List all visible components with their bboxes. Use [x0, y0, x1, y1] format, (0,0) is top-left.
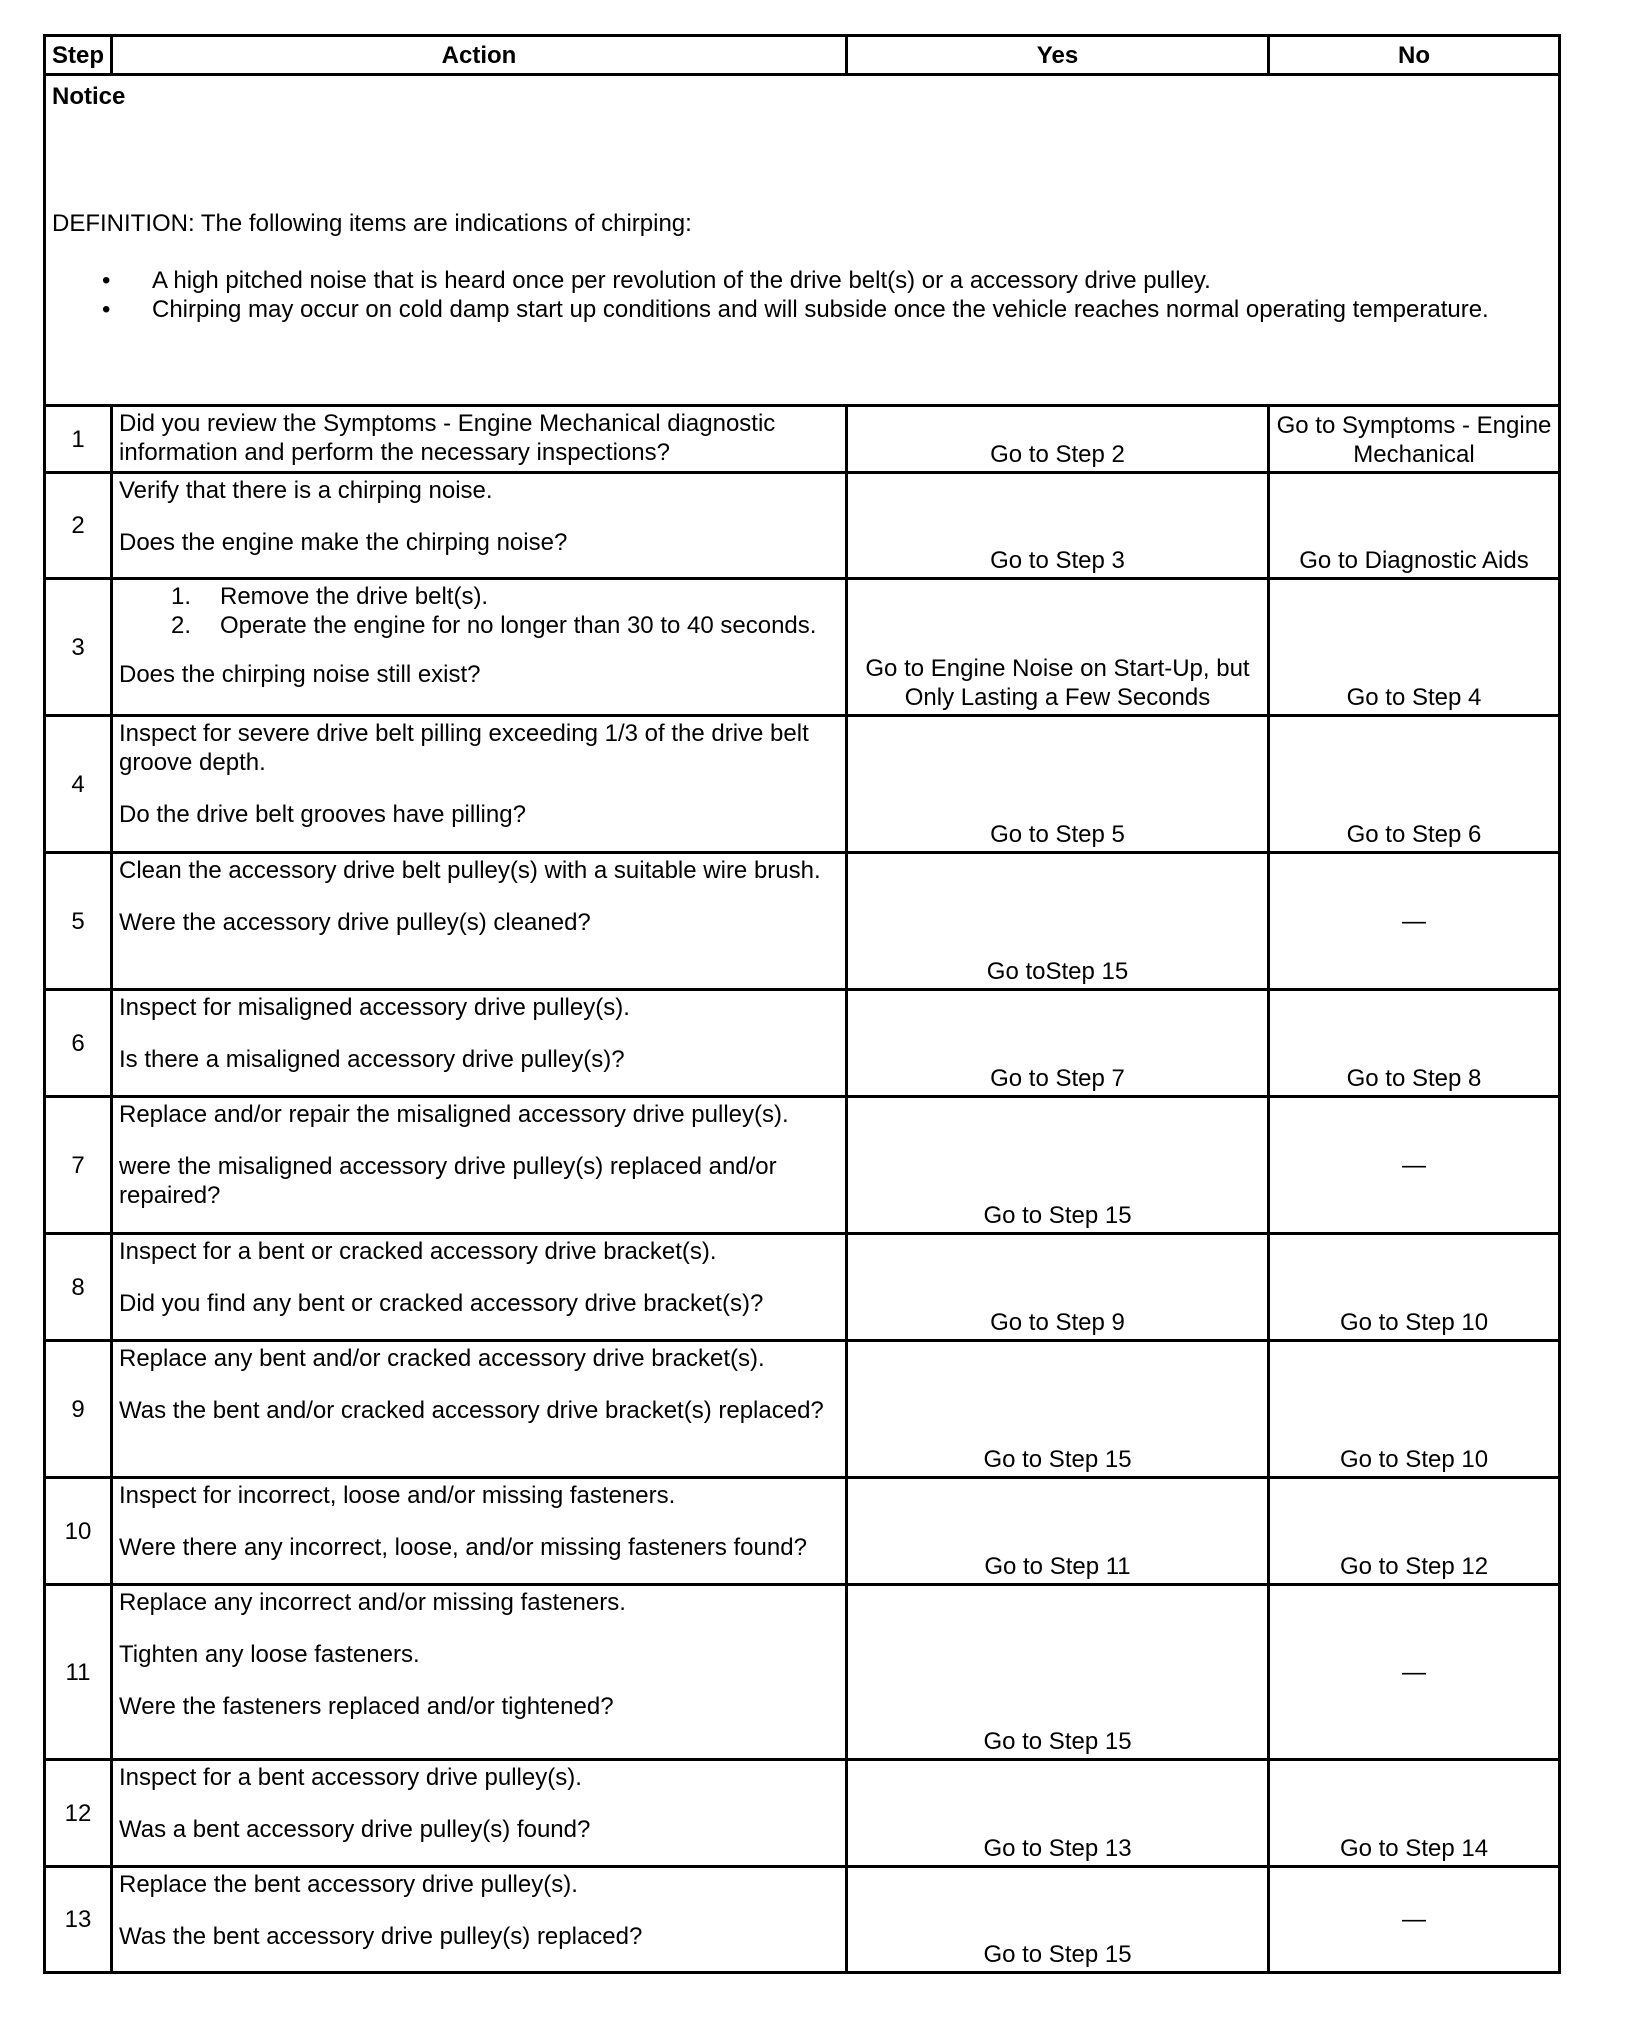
action-text: Is there a misaligned accessory drive pulley(s)? [119, 1046, 625, 1073]
table-row [45, 473, 1560, 579]
bullet-icon: • [102, 296, 111, 323]
table-row [45, 853, 1560, 990]
table-row [45, 1478, 1560, 1585]
step-number: 6 [45, 990, 112, 1097]
action-cell [112, 716, 847, 853]
yes-result: Go to Step 13 [847, 1760, 1269, 1867]
table-row [45, 1097, 1560, 1234]
action-text: Do the drive belt grooves have pilling? [119, 801, 526, 828]
notice-bullet [52, 295, 1552, 324]
notice-cell [45, 75, 1560, 406]
action-text: Inspect for a bent accessory drive pulley(s). [119, 1764, 582, 1791]
step-number: 9 [45, 1341, 112, 1478]
action-text: Were the fasteners replaced and/or tightened? [119, 1693, 614, 1720]
step-number: 3 [45, 579, 112, 716]
diagnostic-table [43, 34, 1561, 1974]
notice-title: Notice [52, 83, 126, 110]
no-result: Go to Diagnostic Aids [1269, 473, 1560, 579]
yes-result: Go to Step 2 [847, 406, 1269, 473]
step-number: 4 [45, 716, 112, 853]
notice-row [45, 75, 1560, 406]
action-cell [112, 990, 847, 1097]
action-text: Replace any incorrect and/or missing fasteners. [119, 1589, 626, 1616]
yes-result: Go to Step 15 [847, 1585, 1269, 1760]
step-number: 13 [45, 1867, 112, 1973]
list-text: Operate the engine for no longer than 30 to 40 seconds. [220, 612, 817, 639]
action-text: Was the bent accessory drive pulley(s) replaced? [119, 1923, 643, 1950]
action-cell [112, 473, 847, 579]
action-cell [112, 1097, 847, 1234]
no-result: Go to Step 8 [1269, 990, 1560, 1097]
action-text: Inspect for severe drive belt pilling exceeding 1/3 of the drive belt groove depth. [119, 720, 809, 776]
yes-result: Go toStep 15 [847, 853, 1269, 990]
no-result: Go to Step 10 [1269, 1341, 1560, 1478]
action-cell [112, 1585, 847, 1760]
action-cell [112, 1478, 847, 1585]
step-number: 7 [45, 1097, 112, 1234]
action-text: Inspect for misaligned accessory drive pulley(s). [119, 994, 630, 1021]
step-number: 10 [45, 1478, 112, 1585]
action-text: Replace and/or repair the misaligned accessory drive pulley(s). [119, 1101, 789, 1128]
notice-bullet-text: A high pitched noise that is heard once per revolution of the drive belt(s) or a accessory drive pulley. [152, 267, 1211, 294]
bullet-icon: • [102, 267, 111, 294]
action-cell [112, 1760, 847, 1867]
yes-result: Go to Step 15 [847, 1341, 1269, 1478]
no-result: Go to Step 14 [1269, 1760, 1560, 1867]
action-text: Tighten any loose fasteners. [119, 1641, 420, 1668]
header-no: No [1269, 36, 1560, 75]
no-result: Go to Step 6 [1269, 716, 1560, 853]
action-text: Did you review the Symptoms - Engine Mechanical diagnostic information and perform the necessary inspections? [119, 410, 776, 466]
yes-result: Go to Step 9 [847, 1234, 1269, 1341]
header-yes: Yes [847, 36, 1269, 75]
list-text: Remove the drive belt(s). [220, 583, 489, 610]
notice-bullet [52, 266, 1552, 295]
action-cell [112, 579, 847, 716]
no-result: — [1269, 853, 1560, 990]
list-number: 2. [171, 612, 192, 639]
no-result: Go to Symptoms - Engine Mechanical [1269, 406, 1560, 473]
header-action: Action [112, 36, 847, 75]
action-text: were the misaligned accessory drive pulley(s) replaced and/or repaired? [119, 1153, 777, 1209]
list-number: 1. [171, 583, 192, 610]
action-text: Were the accessory drive pulley(s) cleaned? [119, 909, 591, 936]
no-result: — [1269, 1867, 1560, 1973]
yes-result: Go to Step 7 [847, 990, 1269, 1097]
yes-result: Go to Step 11 [847, 1478, 1269, 1585]
action-text: Were there any incorrect, loose, and/or missing fasteners found? [119, 1534, 807, 1561]
no-result: Go to Step 12 [1269, 1478, 1560, 1585]
no-result: Go to Step 4 [1269, 579, 1560, 716]
action-cell [112, 1234, 847, 1341]
step-number: 12 [45, 1760, 112, 1867]
step-number: 2 [45, 473, 112, 579]
table-row [45, 406, 1560, 473]
numbered-list-item [119, 582, 839, 611]
action-text: Clean the accessory drive belt pulley(s) with a suitable wire brush. [119, 857, 821, 884]
table-row [45, 1234, 1560, 1341]
notice-definition: DEFINITION: The following items are indications of chirping: [52, 210, 692, 237]
notice-bullet-list [52, 266, 1552, 324]
yes-result: Go to Step 3 [847, 473, 1269, 579]
action-cell [112, 406, 847, 473]
table-row [45, 990, 1560, 1097]
yes-result: Go to Step 15 [847, 1097, 1269, 1234]
numbered-list [119, 582, 839, 640]
action-cell [112, 1867, 847, 1973]
table-row [45, 1760, 1560, 1867]
action-cell [112, 1341, 847, 1478]
action-text: Does the chirping noise still exist? [119, 661, 481, 688]
numbered-list-item [119, 611, 839, 640]
table-row [45, 1585, 1560, 1760]
header-row [45, 36, 1560, 75]
action-text: Does the engine make the chirping noise? [119, 529, 568, 556]
diagnostic-table-sheet [43, 34, 1558, 1974]
action-text: Inspect for a bent or cracked accessory drive bracket(s). [119, 1238, 717, 1265]
table-row [45, 716, 1560, 853]
table-row [45, 579, 1560, 716]
yes-result: Go to Engine Noise on Start-Up, but Only Lasting a Few Seconds [847, 579, 1269, 716]
action-text: Verify that there is a chirping noise. [119, 477, 493, 504]
action-text: Inspect for incorrect, loose and/or missing fasteners. [119, 1482, 676, 1509]
notice-bullet-text: Chirping may occur on cold damp start up conditions and will subside once the vehicle reaches normal operating temperature. [152, 296, 1489, 323]
no-result: Go to Step 10 [1269, 1234, 1560, 1341]
yes-result: Go to Step 15 [847, 1867, 1269, 1973]
yes-result: Go to Step 5 [847, 716, 1269, 853]
step-number: 11 [45, 1585, 112, 1760]
no-result: — [1269, 1097, 1560, 1234]
action-text: Was a bent accessory drive pulley(s) found? [119, 1816, 591, 1843]
action-text: Replace any bent and/or cracked accessory drive bracket(s). [119, 1345, 765, 1372]
no-result: — [1269, 1585, 1560, 1760]
action-text: Did you find any bent or cracked accessory drive bracket(s)? [119, 1290, 764, 1317]
action-text: Replace the bent accessory drive pulley(s). [119, 1871, 578, 1898]
table-row [45, 1867, 1560, 1973]
action-text: Was the bent and/or cracked accessory drive bracket(s) replaced? [119, 1397, 824, 1424]
step-number: 1 [45, 406, 112, 473]
table-row [45, 1341, 1560, 1478]
action-cell [112, 853, 847, 990]
header-step: Step [45, 36, 112, 75]
step-number: 5 [45, 853, 112, 990]
step-number: 8 [45, 1234, 112, 1341]
